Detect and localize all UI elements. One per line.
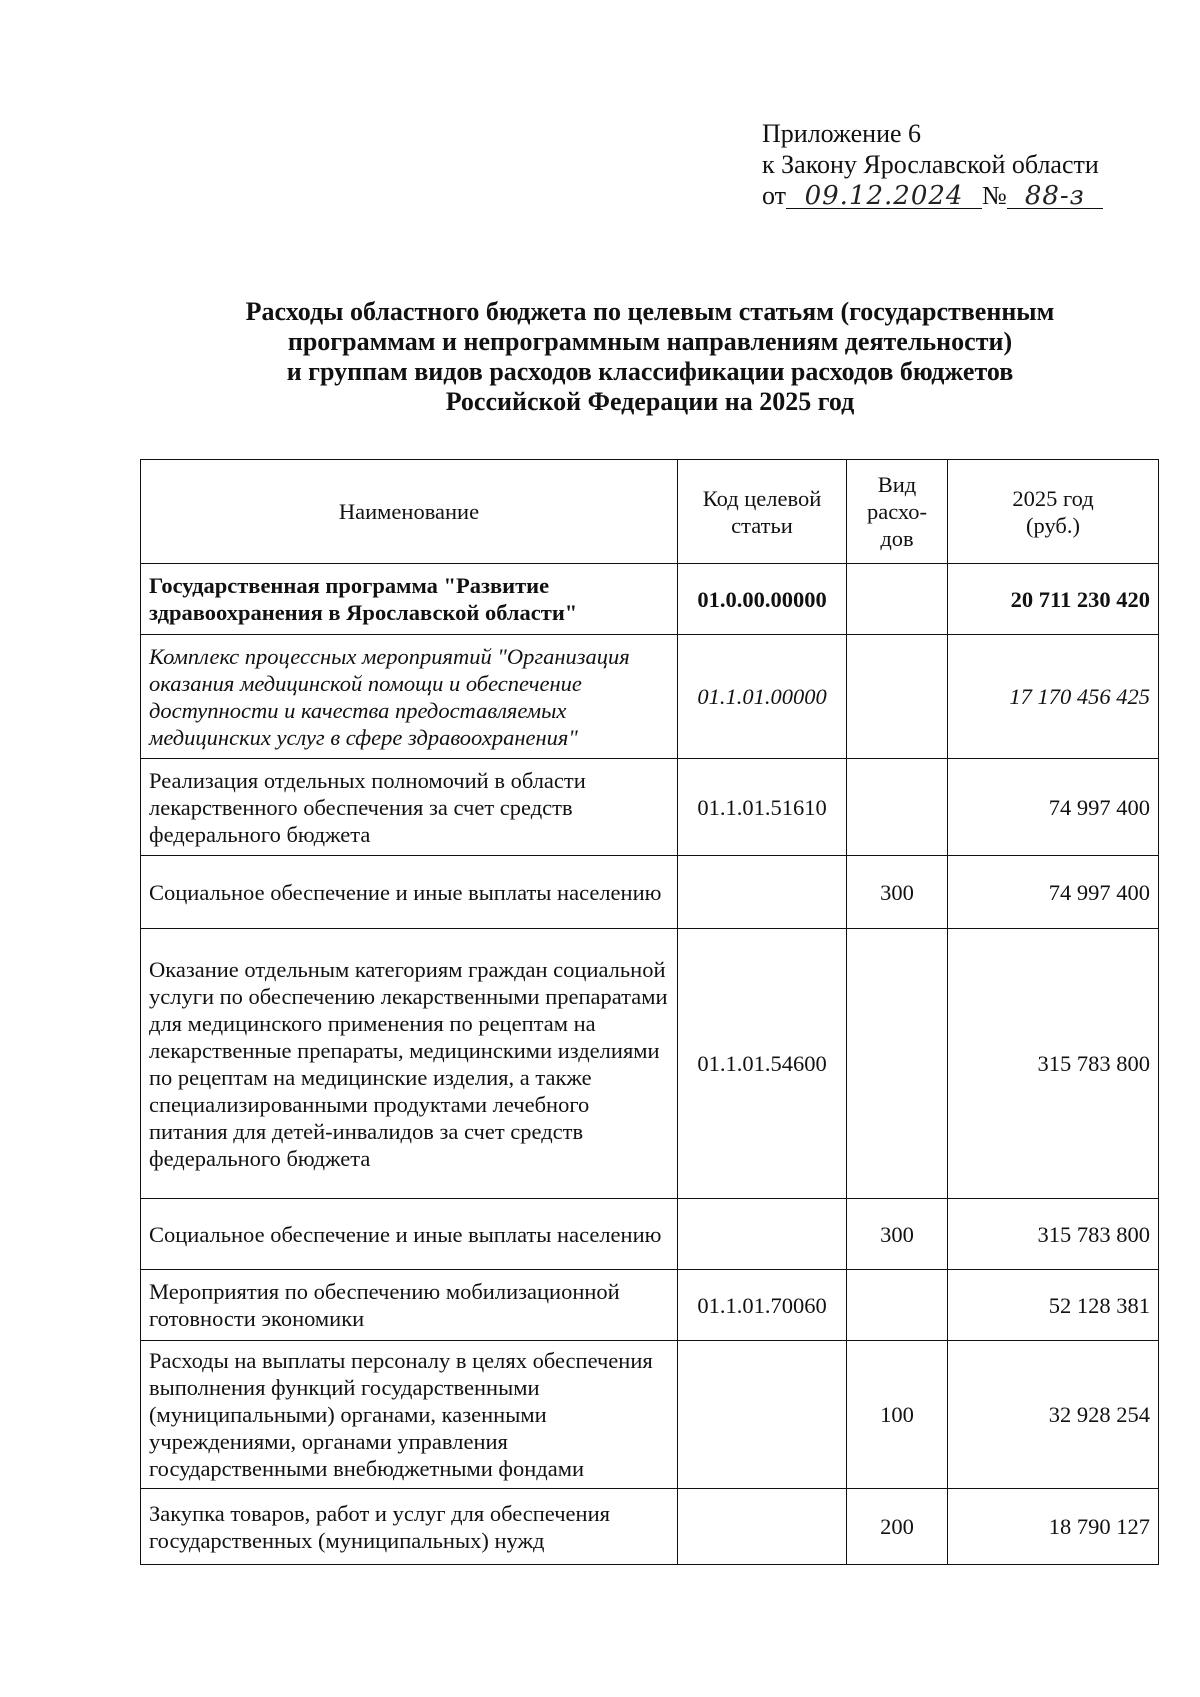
row-name: Закупка товаров, работ и услуг для обеспечения государственных (муниципальных) нужд [141, 1489, 678, 1565]
row-kind: 300 [847, 856, 948, 929]
row-code: 01.1.01.51610 [678, 759, 847, 856]
row-name: Мероприятия по обеспечению мобилизационной готовности экономики [141, 1270, 678, 1341]
document-title [140, 297, 1160, 417]
header-amount: 2025 год (руб.) [948, 460, 1159, 564]
appendix-block [762, 118, 1182, 211]
header-name: Наименование [141, 460, 678, 564]
row-name: Государственная программа "Развитие здравоохранения в Ярославской области" [141, 564, 678, 635]
row-name: Оказание отдельным категориям граждан социальной услуги по обеспечению лекарственными препаратами для медицинского применения по рецептам на лекарственные препараты, медицинскими изделиями по рецептам на медицинские изделия, а также специализированными продуктами лечебного питания для детей-инвалидов за счет средств федерального бюджета [141, 929, 678, 1199]
table-row [141, 1199, 1159, 1270]
row-amount: 20 711 230 420 [948, 564, 1159, 635]
row-amount: 32 928 254 [948, 1341, 1159, 1489]
table-header-row [141, 460, 1159, 564]
title-line-3: и группам видов расходов классификации расходов бюджетов [286, 357, 1014, 386]
table-row [141, 1489, 1159, 1565]
title-line-4: Российской Федерации на 2025 год [445, 387, 855, 416]
handwritten-date: 09.12.2024 [786, 184, 982, 209]
date-prefix: от [762, 181, 787, 210]
table-row [141, 1270, 1159, 1341]
table-row [141, 564, 1159, 635]
row-code: 01.0.00.00000 [678, 564, 847, 635]
row-kind [847, 635, 948, 759]
row-code [678, 1341, 847, 1489]
row-name: Социальное обеспечение и иные выплаты населению [141, 1199, 678, 1270]
handwritten-number: 88-з [1007, 184, 1103, 209]
row-amount: 315 783 800 [948, 1199, 1159, 1270]
row-kind: 200 [847, 1489, 948, 1565]
number-sign: № [982, 181, 1007, 210]
row-kind: 300 [847, 1199, 948, 1270]
row-kind: 100 [847, 1341, 948, 1489]
row-amount: 18 790 127 [948, 1489, 1159, 1565]
row-amount: 17 170 456 425 [948, 635, 1159, 759]
table-row [141, 635, 1159, 759]
row-code: 01.1.01.54600 [678, 929, 847, 1199]
row-amount: 74 997 400 [948, 759, 1159, 856]
row-code [678, 1489, 847, 1565]
table-row [141, 759, 1159, 856]
row-amount: 74 997 400 [948, 856, 1159, 929]
header-code: Код целевой статьи [678, 460, 847, 564]
row-kind [847, 1270, 948, 1341]
row-kind [847, 929, 948, 1199]
row-amount: 315 783 800 [948, 929, 1159, 1199]
header-kind: Вид расхо- дов [847, 460, 948, 564]
row-code: 01.1.01.70060 [678, 1270, 847, 1341]
budget-table [140, 459, 1159, 1565]
appendix-law-reference: к Закону Ярославской области [762, 150, 1099, 179]
row-amount: 52 128 381 [948, 1270, 1159, 1341]
row-name: Реализация отдельных полномочий в области лекарственного обеспечения за счет средств федерального бюджета [141, 759, 678, 856]
table-row [141, 1341, 1159, 1489]
row-code [678, 856, 847, 929]
row-kind [847, 759, 948, 856]
table-row [141, 929, 1159, 1199]
row-code: 01.1.01.00000 [678, 635, 847, 759]
title-line-1: Расходы областного бюджета по целевым статьям (государственным [245, 297, 1055, 326]
appendix-number: Приложение 6 [762, 119, 922, 148]
row-name: Социальное обеспечение и иные выплаты населению [141, 856, 678, 929]
row-name: Расходы на выплаты персоналу в целях обеспечения выполнения функций государственными (муниципальными) органами, казенными учреждениями, органами управления государственными внебюджетными фондами [141, 1341, 678, 1489]
title-line-2: программам и непрограммным направлениям деятельности) [287, 327, 1013, 356]
appendix-date-line [762, 180, 1182, 211]
table-row [141, 856, 1159, 929]
row-code [678, 1199, 847, 1270]
row-name: Комплекс процессных мероприятий "Организация оказания медицинской помощи и обеспечение доступности и качества предоставляемых медицинских услуг в сфере здравоохранения" [141, 635, 678, 759]
row-kind [847, 564, 948, 635]
